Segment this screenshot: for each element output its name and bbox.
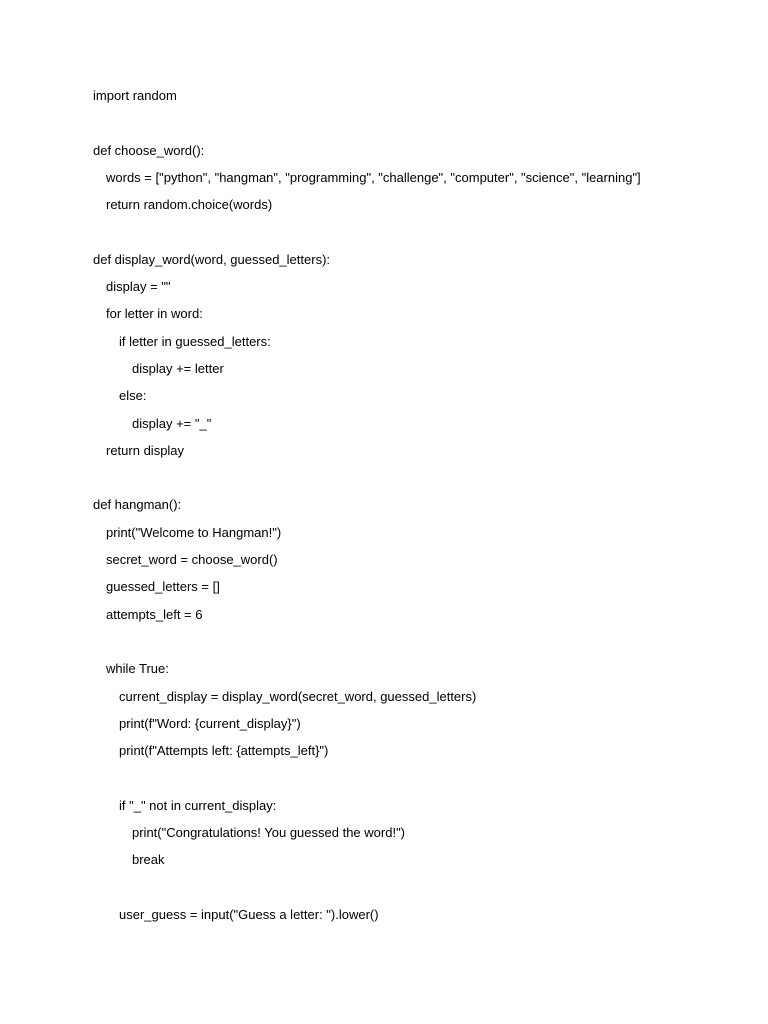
code-line: print(f"Attempts left: {attempts_left}") [119, 743, 329, 759]
blank-line [93, 218, 753, 245]
blank-line [93, 109, 753, 136]
code-line: display += letter [132, 360, 224, 376]
code-line: for letter in word: [106, 306, 203, 322]
blank-line [93, 874, 753, 901]
code-line: while True: [106, 661, 169, 677]
code-line: guessed_letters = [] [106, 579, 220, 595]
code-line: secret_word = choose_word() [106, 552, 278, 568]
code-line: print("Welcome to Hangman!") [106, 524, 282, 540]
code-line: if letter in guessed_letters: [119, 333, 271, 349]
code-line: def display_word(word, guessed_letters): [93, 251, 331, 267]
code-text-block [93, 82, 753, 928]
code-line: if "_" not in current_display: [119, 797, 277, 813]
blank-line [93, 464, 753, 491]
code-line: def hangman(): [93, 497, 182, 513]
code-line: print(f"Word: {current_display}") [119, 715, 301, 731]
code-line: words = ["python", "hangman", "programming", "challenge", "computer", "science", "learning"] [106, 169, 641, 185]
code-line: return display [106, 442, 185, 458]
code-line: display = "" [106, 279, 171, 295]
code-line: current_display = display_word(secret_word, guessed_letters) [119, 688, 477, 704]
code-line: break [132, 852, 165, 868]
code-line: attempts_left = 6 [106, 606, 203, 622]
blank-line [93, 628, 753, 655]
code-line: def choose_word(): [93, 142, 205, 158]
code-line: import random [93, 88, 177, 103]
code-line: user_guess = input("Guess a letter: ").lower() [119, 906, 379, 922]
code-line: display += "_" [132, 415, 212, 431]
code-line: return random.choice(words) [106, 197, 273, 213]
blank-line [93, 764, 753, 791]
code-line: print("Congratulations! You guessed the word!") [132, 825, 406, 841]
code-line: else: [119, 388, 147, 404]
